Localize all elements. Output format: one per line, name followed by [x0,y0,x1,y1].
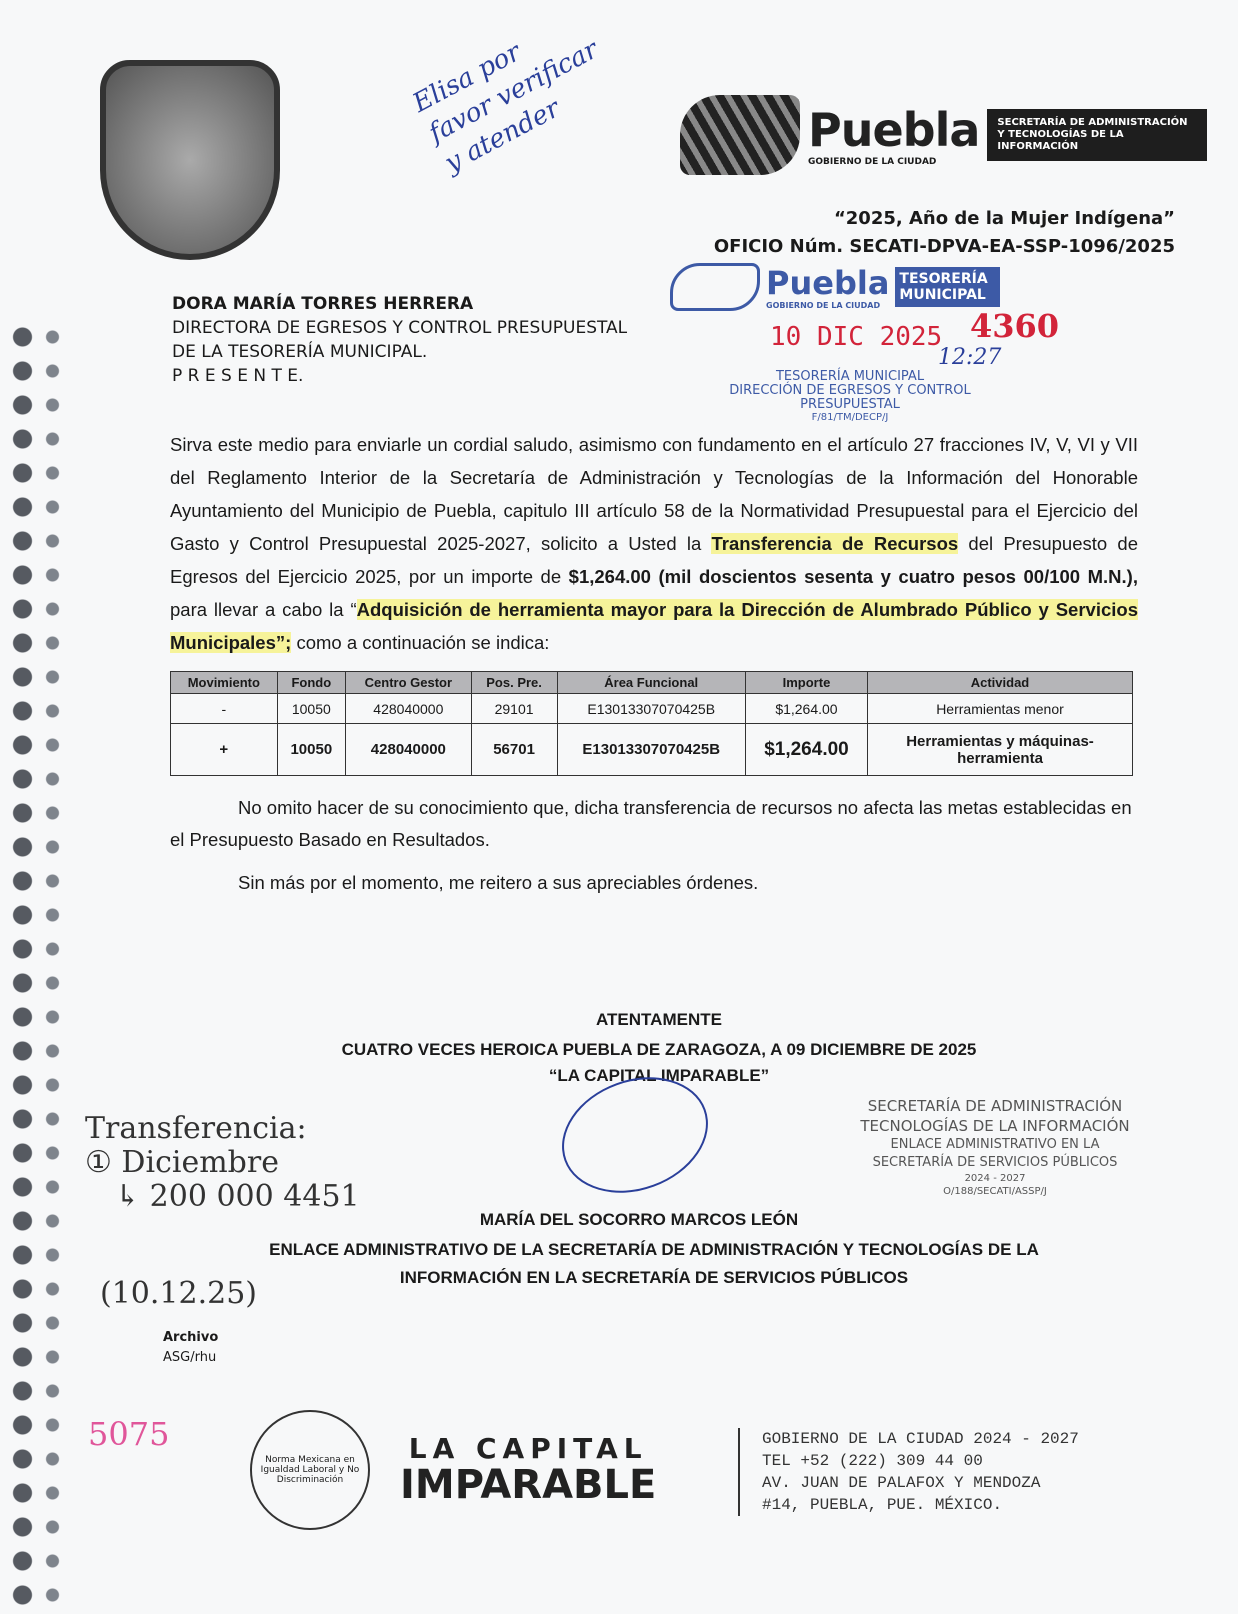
presente: P R E S E N T E. [172,366,304,386]
recipient-block [172,292,627,388]
cell: Herramientas y máquinas-herramienta [868,724,1133,776]
recipient-title: DE LA TESORERÍA MUNICIPAL. [172,342,428,362]
oficio-number: OFICIO Núm. SECATI-DPVA-EA-SSP-1096/2025 [713,236,1175,257]
stamp-line: ENLACE ADMINISTRATIVO EN LA [890,1137,1100,1152]
recipient-name: DORA MARÍA TORRES HERRERA [172,294,474,314]
table-row [171,724,1133,776]
slogan-line: IMPARABLE [400,1462,657,1508]
cell: $1,264.00 [745,724,867,776]
closing-place-date: CUATRO VECES HEROICA PUEBLA DE ZARAGOZA, A 09 DICIEMBRE DE 2025 [341,1040,977,1059]
closing-motto: “LA CAPITAL IMPARABLE” [548,1066,770,1085]
text: para llevar a cabo la “ [170,599,357,620]
cell: 56701 [471,724,557,776]
address-line: AV. JUAN DE PALAFOX Y MENDOZA [762,1474,1041,1492]
cell: E13013307070425B [557,694,745,724]
stamp-logo-word: Puebla [766,263,890,302]
note-line: Transferencia: [85,1111,307,1146]
archive-block [163,1328,218,1368]
note-line: ↳ 200 000 4451 [115,1179,360,1214]
city-coat-of-arms-logo [100,60,280,260]
stamp-time: 12:27 [938,345,1002,370]
capital-imparable-logo [400,1432,657,1508]
year-motto: “2025, Año de la Mujer Indígena” [833,208,1175,229]
letter-body [170,428,1138,894]
col-header: Pos. Pre. [471,672,557,694]
cell: $1,264.00 [745,694,867,724]
footer-address [738,1428,1079,1516]
cell: + [171,724,278,776]
slogan-line: LA CAPITAL [408,1432,648,1465]
budget-transfer-table [170,671,1133,776]
highlight-text: Adquisición de herramienta mayor para la Dirección de Alumbrado Público y Servicios Municipales”; [170,599,1138,653]
stamp-line: O/188/SECATI/ASSP/J [943,1186,1047,1197]
cell: 29101 [471,694,557,724]
city-skyline-icon [680,95,800,175]
stamp-box: TESORERÍA MUNICIPAL [895,267,1000,307]
signer-title: INFORMACIÓN EN LA SECRETARÍA DE SERVICIOS PÚBLICOS [399,1268,909,1287]
equality-seal-icon [250,1410,370,1530]
signer-name: MARÍA DEL SOCORRO MARCOS LEÓN [479,1210,799,1229]
address-line: TEL +52 (222) 309 44 00 [762,1452,983,1470]
cell: E13013307070425B [557,724,745,776]
archive-initials: ASG/rhu [163,1350,217,1365]
stamp-line: SECRETARÍA DE ADMINISTRACIÓN [867,1097,1123,1115]
col-header: Fondo [277,672,345,694]
table-row [171,694,1133,724]
stamp-date: 10 DIC 2025 [770,322,943,352]
logo-word: Puebla [808,103,980,157]
received-stamp [670,262,1070,422]
highlight-text: Transferencia de Recursos [711,533,959,554]
agency-box: SECRETARÍA DE ADMINISTRACIÓN Y TECNOLOGÍAS DE LA INFORMACIÓN [987,109,1207,161]
stamp-logo-icon [670,263,760,311]
recipient-title: DIRECTORA DE EGRESOS Y CONTROL PRESUPUESTAL [172,318,628,338]
cell: - [171,694,278,724]
col-header: Movimiento [171,672,278,694]
address-line: #14, PUEBLA, PUE. MÉXICO. [762,1496,1003,1514]
stamp-line: 2024 - 2027 [964,1173,1026,1184]
body-paragraph: Sin más por el momento, me reitero a sus apreciables órdenes. [238,872,759,893]
logo-sub: GOBIERNO DE LA CIUDAD [808,157,937,167]
signature-stamp [830,1096,1160,1198]
text: del Presupuesto de Egresos del Ejercicio 2025, por un importe de [170,533,1139,587]
closing-atentamente: ATENTAMENTE [596,1010,722,1029]
stamp-folio: 4360 [970,307,1060,345]
col-header: Actividad [868,672,1133,694]
body-paragraph [170,428,1138,659]
cell: Herramientas menor [868,694,1133,724]
handwritten-top-note: Elisa por favor verificar y atender [408,34,604,179]
stamp-line: F/81/TM/DECP/J [811,412,889,423]
handwritten-date: (10.12.25) [100,1276,258,1311]
decorative-border [0,320,75,1614]
stamp-line: SECRETARÍA DE SERVICIOS PÚBLICOS [872,1155,1118,1170]
archive-label: Archivo [163,1330,219,1345]
col-header: Importe [745,672,867,694]
table-header-row [171,672,1133,694]
cell: 10050 [277,724,345,776]
stamp-line: TECNOLOGÍAS DE LA INFORMACIÓN [860,1117,1130,1135]
cell: 428040000 [346,724,472,776]
puebla-secati-logo [680,90,1220,180]
text: como a continuación se indica: [291,632,550,653]
note-line: ① Diciembre [85,1145,279,1180]
col-header: Centro Gestor [346,672,472,694]
col-header: Área Funcional [557,672,745,694]
stamp-line: DIRECCIÓN DE EGRESOS Y CONTROL [729,383,971,398]
handwritten-transfer-note [85,1112,360,1214]
address-line: GOBIERNO DE LA CIUDAD 2024 - 2027 [762,1430,1079,1448]
stamp-line: TESORERÍA MUNICIPAL [775,369,925,384]
handwritten-folio: 5075 [88,1415,170,1453]
stamp-line: PRESUPUESTAL [800,397,900,412]
body-paragraph: No omito hacer de su conocimiento que, dicha transferencia de recursos no afecta las metas establecidas en el Presupuesto Basado en Resultados. [170,797,1132,850]
cell: 428040000 [346,694,472,724]
seal-text: Norma Mexicana en Igualdad Laboral y No Discriminación [260,1455,360,1485]
signer-title: ENLACE ADMINISTRATIVO DE LA SECRETARÍA DE ADMINISTRACIÓN Y TECNOLOGÍAS DE LA [269,1240,1039,1259]
text: Sirva este medio para enviarle un cordial saludo, asimismo con fundamento en el artículo 27 fracciones IV, V, VI y VII del Reglamento Interior de la Secretaría de Administración y Tecnologías de la Información del Honorable Ayuntamiento del Municipio de Puebla, capitulo III artículo 58 de la Normatividad Presupuestal para el Ejercicio del Gasto y Control Presupuestal 2025-2027, solicito a Usted la [170,434,1138,554]
cell: 10050 [277,694,345,724]
stamp-sub: GOBIERNO DE LA CIUDAD [766,300,881,310]
amount-text: $1,264.00 (mil doscientos sesenta y cuatro pesos 00/100 M.N.), [568,566,1138,587]
